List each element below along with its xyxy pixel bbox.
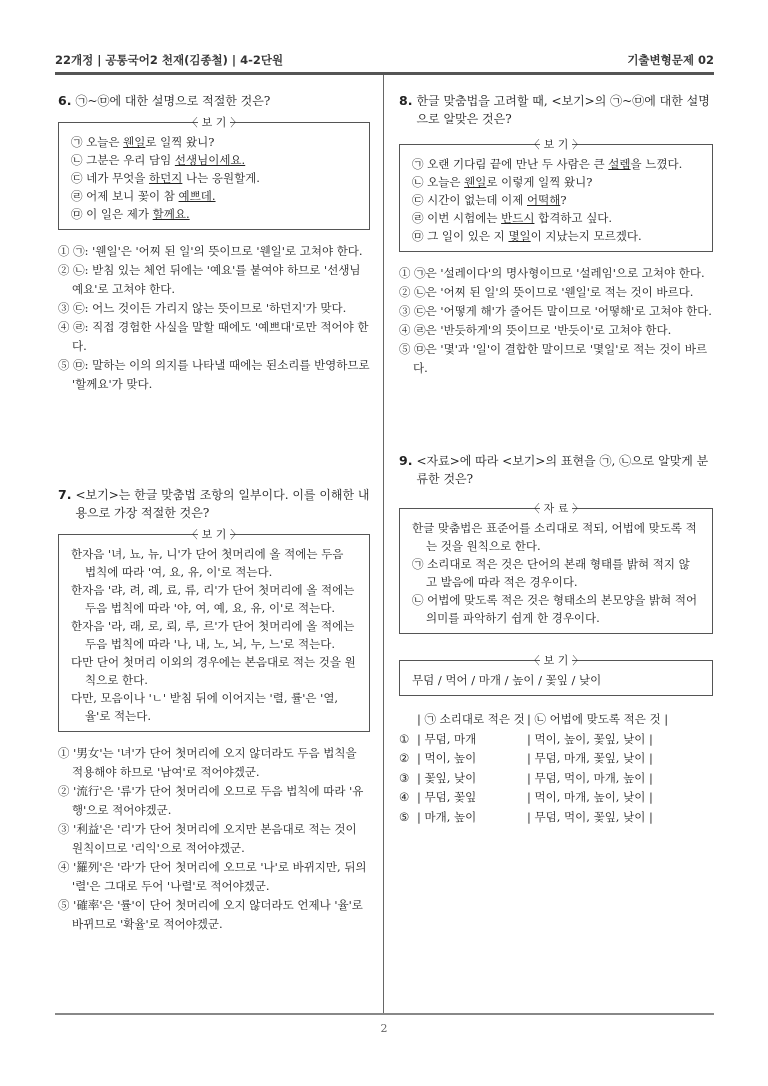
answer-option-1[interactable]: ① ㉠은 '설레이다'의 명사형이므로 '설레임'으로 고쳐야 한다. [399, 266, 705, 280]
question-number: 6. [58, 93, 72, 108]
page-number: 2 [380, 1022, 388, 1035]
question-number: 7. [58, 487, 72, 502]
page-header [0, 0, 768, 80]
bogi-line: 다만, 모음이나 'ㄴ' 받침 뒤에 이어지는 '렬, 률'은 '열, 율'로 적는다. [71, 691, 339, 723]
resource-line: ㉠ 소리대로 적은 것은 단어의 본래 형태를 밝혀 적지 않고 발음에 따라 적은 경우이다. [412, 557, 690, 589]
bogi-line: ㉡ 오늘은 웬일로 이렇게 일찍 왔니? [412, 175, 593, 189]
table-header [399, 710, 713, 730]
question-prompt: ㉠~㉤에 대한 설명으로 적절한 것은? [75, 94, 271, 108]
answer-options [58, 744, 370, 934]
box-title: 〈 보 기 〉 [186, 116, 242, 129]
answer-option-3[interactable]: ③ | 꽃잎, 낮이 | 무덤, 먹이, 마개, 높이 | [399, 770, 653, 785]
bogi-line: ㉣ 어제 보니 꽃이 참 예쁘데. [71, 189, 216, 203]
answer-option-1[interactable]: ① '男女'는 '녀'가 단어 첫머리에 오지 않더라도 두음 법칙을 적용해야 하므로 '남여'로 적어야겠군. [58, 746, 357, 779]
answer-options [399, 264, 713, 378]
answer-option-3[interactable]: ③ '利益'은 '리'가 단어 첫머리에 오지만 본음대로 적는 것이 원칙이므로 '리익'으로 적어야겠군. [58, 822, 357, 855]
question-prompt: 한글 맞춤법을 고려할 때, <보기>의 ㉠~㉤에 대한 설명으로 알맞은 것은? [416, 94, 710, 126]
bogi-line: 다만 단어 첫머리 이외의 경우에는 본음대로 적는 것을 원칙으로 한다. [71, 655, 356, 687]
bogi-box [399, 654, 713, 696]
question-number: 8. [399, 93, 413, 108]
header-worksheet-title: 기출변형문제 02 [627, 53, 714, 67]
answer-option-5[interactable]: ⑤ | 마개, 높이 | 무덤, 먹이, 꽃잎, 낮이 | [399, 809, 653, 824]
question-9 [399, 452, 713, 827]
answer-option-2[interactable]: ② '流行'은 '류'가 단어 첫머리에 오므로 두음 법칙에 따라 '유행'으로 적어야겠군. [58, 784, 364, 817]
answer-option-4[interactable]: ④ | 무덤, 꽃잎 | 먹이, 마개, 높이, 낮이 | [399, 790, 653, 804]
footer-rule [55, 1013, 714, 1015]
question-6 [58, 92, 370, 394]
answer-option-1[interactable]: ① | 무덤, 마개 | 먹이, 높이, 꽃잎, 낮이 | [399, 731, 653, 746]
answer-option-2[interactable]: ② ㉡: 받침 있는 체언 뒤에는 '예요'를 붙여야 하므로 '선생님예요'로 고쳐야 한다. [58, 263, 361, 296]
answer-option-5[interactable]: ⑤ '確率'은 '률'이 단어 첫머리에 오지 않더라도 언제나 '율'로 바뀌므로 '확율'로 적어야겠군. [58, 898, 363, 931]
question-7 [58, 486, 370, 934]
bogi-box [399, 138, 713, 252]
box-title: 〈 자 료 〉 [528, 502, 584, 515]
box-title: 〈 보 기 〉 [528, 654, 584, 667]
answer-option-2[interactable]: ② ㉡은 '어찌 된 일'의 뜻이므로 '웬일'로 적는 것이 바르다. [399, 285, 694, 299]
answer-option-4[interactable]: ④ ㉣: 직접 경험한 사실을 말할 때에도 '예쁘대'로만 적어야 한다. [58, 320, 369, 353]
resource-box [399, 502, 713, 634]
bogi-line: ㉡ 그분은 우리 담임 선생님이세요. [71, 153, 246, 167]
question-number: 9. [399, 453, 413, 468]
answer-option-3[interactable]: ③ ㉢: 어느 것이든 가리지 않는 뜻이므로 '하던지'가 맞다. [58, 301, 347, 315]
resource-line: 한글 맞춤법은 표준어를 소리대로 적되, 어법에 맞도록 적는 것을 원칙으로 한다. [412, 521, 697, 553]
bogi-line: 한자음 '랴, 려, 례, 료, 류, 리'가 단어 첫머리에 올 적에는 두음 법칙에 따라 '야, 여, 예, 요, 유, 이'로 적는다. [71, 583, 355, 615]
answer-option-4[interactable]: ④ '羅列'은 '라'가 단어 첫머리에 오므로 '나'로 바뀌지만, 뒤의 '렬'은 그대로 두어 '나렬'로 적어야겠군. [58, 860, 367, 893]
column-header: | ㉠ 소리대로 적은 것 [417, 712, 525, 726]
bogi-line: ㉤ 그 일이 있은 지 몇일이 지났는지 모르겠다. [412, 229, 642, 243]
resource-line: ㉡ 어법에 맞도록 적은 것은 형태소의 본모양을 밝혀 적어 의미를 파악하기 쉽게 한 경우이다. [412, 593, 698, 625]
answer-option-5[interactable]: ⑤ ㉤: 말하는 이의 의지를 나타낼 때에는 된소리를 반영하므로 '할께요'가 맞다. [58, 358, 370, 391]
answer-option-3[interactable]: ③ ㉢은 '어떻게 해'가 줄어든 말이므로 '어떻해'로 고쳐야 한다. [399, 304, 712, 318]
column-divider [383, 75, 384, 1013]
bogi-line: ㉤ 이 일은 제가 할께요. [71, 207, 190, 221]
box-title: 〈 보 기 〉 [186, 528, 242, 541]
bogi-line: 한자음 '녀, 뇨, 뉴, 니'가 단어 첫머리에 올 적에는 두음 법칙에 따라 '여, 요, 유, 이'로 적는다. [71, 547, 344, 579]
bogi-line: ㉠ 오랜 기다림 끝에 만난 두 사람은 큰 설렘을 느꼈다. [412, 157, 683, 171]
question-8 [399, 92, 713, 378]
header-course-info: 22개정 | 공통국어2 천재(김종철) | 4-2단원 [55, 53, 284, 67]
header-rule [55, 72, 714, 75]
bogi-box [58, 528, 370, 732]
answer-option-1[interactable]: ① ㉠: '웬일'은 '어찌 된 일'의 뜻이므로 '웬일'로 고쳐야 한다. [58, 244, 363, 258]
box-title: 〈 보 기 〉 [528, 138, 584, 151]
question-prompt: <자료>에 따라 <보기>의 표현을 ㉠, ㉡으로 알맞게 분류한 것은? [416, 454, 709, 486]
bogi-line: ㉣ 이번 시험에는 반드시 합격하고 싶다. [412, 211, 613, 225]
bogi-line: 한자음 '라, 래, 로, 뢰, 루, 르'가 단어 첫머리에 올 적에는 두음 법칙에 따라 '나, 내, 노, 뇌, 누, 느'로 적는다. [71, 619, 355, 651]
question-prompt: <보기>는 한글 맞춤법 조항의 일부이다. 이를 이해한 내용으로 가장 적절한 것은? [75, 488, 370, 520]
answer-table [399, 710, 713, 827]
answer-option-4[interactable]: ④ ㉣은 '반듯하게'의 뜻이므로 '반듯이'로 고쳐야 한다. [399, 323, 672, 337]
bogi-line: ㉢ 시간이 없는데 이제 어떡해? [412, 193, 567, 207]
answer-options [58, 242, 370, 394]
bogi-box [58, 116, 370, 230]
bogi-line: ㉠ 오늘은 웬일로 일찍 왔니? [71, 135, 215, 149]
answer-option-2[interactable]: ② | 먹이, 높이 | 무덤, 마개, 꽃잎, 낮이 | [399, 751, 653, 765]
bogi-line: ㉢ 네가 무엇을 하던지 나는 응원할게. [71, 171, 260, 185]
bogi-line: 무덤 / 먹어 / 마개 / 높이 / 꽃잎 / 낮이 [412, 673, 602, 687]
column-header: | ㉡ 어법에 맞도록 적은 것 | [527, 712, 669, 726]
answer-option-5[interactable]: ⑤ ㉤은 '몇'과 '일'이 결합한 말이므로 '몇일'로 적는 것이 바르다. [399, 342, 708, 375]
